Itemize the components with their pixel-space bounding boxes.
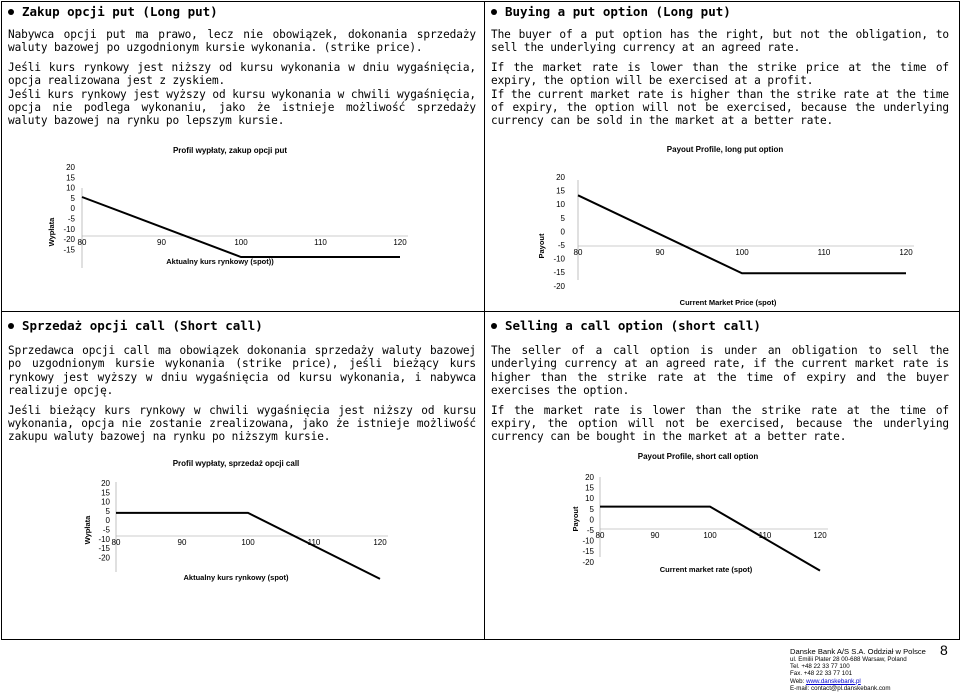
footer-contact	[790, 647, 926, 692]
x-tick-label: 100	[735, 248, 749, 257]
paragraph: The buyer of a put option has the right, but not the obligation, to sell the underlying currency at an agreed rate.	[491, 28, 949, 55]
payout-line	[578, 195, 906, 273]
section-heading-call-en	[491, 318, 761, 333]
y-axis-label: Wypłata	[83, 515, 92, 545]
y-tick-label: -20	[98, 553, 110, 563]
paragraph: If the market rate is lower than the strike price at the time of expiry, the option will be exercised at a profit.	[491, 60, 949, 88]
x-tick-label: 120	[813, 531, 827, 540]
y-tick-label: -20	[63, 235, 75, 245]
y-tick-label: -15	[98, 544, 110, 554]
x-axis-label: Current market rate (spot)	[659, 565, 753, 574]
x-tick-label: 120	[393, 238, 407, 247]
chart-title: Profil wypłaty, sprzedaż opcji call	[172, 459, 300, 468]
section-heading-put-en	[491, 4, 731, 19]
y-tick-label: -5	[586, 526, 594, 535]
x-tick-label: 120	[373, 538, 387, 547]
y-tick-label: 10	[66, 183, 75, 193]
paragraph: Jeśli bieżący kurs rynkowy w chwili wygaśnięcia jest niższy od kursu wykonania, opcja nie zostanie zrealizowana, jako że istnieje możliwość zakupu waluty bazowej na rynku po niższym kursie.	[8, 403, 476, 444]
payout-line	[82, 197, 400, 257]
paragraph: If the market rate is lower than the strike rate at the time of expiry, the option will not be exercised, because the underlying currency can be bought in the market at a better rate.	[491, 403, 949, 444]
x-tick-label: 100	[241, 538, 255, 547]
x-tick-label: 90	[650, 531, 660, 540]
y-tick-label: 15	[585, 483, 594, 493]
y-tick-label: -15	[553, 268, 565, 278]
y-tick-label: 10	[101, 497, 110, 507]
chart-title: Payout Profile, short call option	[637, 452, 759, 461]
chart-long-put-pl	[40, 140, 460, 280]
chart-title: Payout Profile, long put option	[666, 145, 784, 154]
paragraph: Jeśli kurs rynkowy jest wyższy od kursu wykonania w chwili wygaśnięcia, opcja nie podlega wykonaniu, jako że istnieje możliwość sprzedaży waluty bazowej na rynku po lepszym kursie.	[8, 87, 476, 128]
paragraph: The seller of a call option is under an obligation to sell the underlying currency at an agreed rate, if the current market rate is higher than the strike rate at the time of expiry and the buyer exercises the option.	[491, 344, 949, 398]
paragraph: If the current market rate is higher than the strike rate at the time of expiry, the option will not be exercised, because the underlying currency can be sold in the market at a better rate.	[491, 87, 949, 128]
heading-text: Selling a call option (short call)	[505, 318, 761, 333]
x-tick-label: 80	[595, 531, 605, 540]
y-tick-label: 10	[585, 494, 594, 504]
x-tick-label: 110	[817, 248, 831, 257]
bullet-icon	[491, 323, 497, 329]
x-tick-label: 80	[111, 538, 121, 547]
y-tick-label: 10	[556, 200, 565, 210]
web-link[interactable]: www.danskebank.pl	[806, 677, 861, 685]
chart-short-call-pl	[80, 452, 400, 592]
x-tick-label: 80	[77, 238, 87, 247]
y-tick-label: -10	[582, 536, 594, 546]
x-tick-label: 120	[899, 248, 913, 257]
y-tick-label: 5	[70, 193, 75, 203]
x-tick-label: 100	[703, 531, 717, 540]
y-tick-label: 20	[66, 163, 75, 172]
y-tick-label: -5	[102, 525, 110, 535]
paragraph: Nabywca opcji put ma prawo, lecz nie obowiązek, dokonania sprzedaży waluty bazowej po uzgodnionym kursie wykonania. (strike price).	[8, 28, 476, 55]
y-tick-label: -15	[63, 245, 75, 255]
y-axis-label: Payout	[571, 506, 580, 532]
y-tick-label: -5	[557, 241, 565, 250]
heading-text: Sprzedaż opcji call (Short call)	[22, 318, 263, 333]
web-label: Web:	[790, 677, 805, 685]
y-axis-label: Payout	[537, 233, 546, 259]
x-axis-label: Aktualny kurs rynkowy (spot)	[183, 573, 289, 582]
x-tick-label: 110	[758, 531, 772, 540]
y-tick-label: -10	[63, 224, 75, 234]
bullet-icon	[8, 323, 14, 329]
x-tick-label: 110	[307, 538, 321, 547]
heading-text: Zakup opcji put (Long put)	[22, 4, 218, 19]
y-tick-label: 20	[101, 479, 110, 488]
paragraph: Sprzedawca opcji call ma obowiązek dokonania sprzedaży waluty bazowej po uzgodnionym kursie wykonania (strike price), jeśli bieżący kurs rynkowy jest wyższy w dniu wygaśnięcia od kursu wykonania, i nabywca realizuje opcję.	[8, 344, 476, 398]
x-tick-label: 100	[234, 238, 248, 247]
y-tick-label: 20	[556, 173, 565, 182]
bank-web	[790, 678, 926, 685]
x-tick-label: 80	[573, 248, 583, 257]
y-tick-label: -10	[553, 254, 565, 264]
section-heading-put-pl	[8, 4, 218, 19]
chart-short-call-en	[568, 447, 838, 577]
bank-name: Danske Bank A/S S.A. Oddział w Polsce	[790, 647, 926, 656]
bullet-icon	[491, 9, 497, 15]
x-tick-label: 90	[655, 248, 665, 257]
paragraph: Jeśli kurs rynkowy jest niższy od kursu wykonania w dniu wygaśnięcia, opcja realizowana jest z zyskiem.	[8, 60, 476, 88]
y-tick-label: 0	[589, 515, 594, 525]
bank-email: E-mail: contact@pl.danskebank.com	[790, 684, 891, 692]
x-tick-label: 90	[177, 538, 187, 547]
y-tick-label: -20	[553, 281, 565, 291]
page-number: 8	[940, 642, 948, 658]
y-tick-label: 0	[560, 227, 565, 237]
section-text-call-en	[491, 344, 949, 444]
bullet-icon	[8, 9, 14, 15]
y-tick-label: -10	[98, 534, 110, 544]
y-tick-label: 20	[585, 473, 594, 482]
y-tick-label: 5	[560, 213, 565, 223]
x-tick-label: 110	[314, 238, 327, 247]
section-text-put-pl	[8, 28, 476, 128]
y-tick-label: 15	[101, 488, 110, 498]
y-tick-label: -15	[582, 547, 594, 557]
heading-text: Buying a put option (Long put)	[505, 4, 731, 19]
y-tick-label: -5	[67, 214, 75, 224]
y-tick-label: 15	[556, 186, 565, 196]
section-text-call-pl	[8, 344, 476, 444]
bank-address: ul. Emilii Plater 28 00-688 Warsaw, Poland	[790, 656, 907, 663]
column-divider	[484, 1, 485, 639]
y-tick-label: 5	[105, 506, 110, 516]
section-heading-call-pl	[8, 318, 263, 333]
y-tick-label: 5	[589, 504, 594, 514]
y-tick-label: 0	[105, 516, 110, 526]
chart-title: Profil wypłaty, zakup opcji put	[172, 146, 288, 155]
section-text-put-en	[491, 28, 949, 128]
x-tick-label: 90	[157, 238, 166, 247]
chart-long-put-en	[530, 140, 930, 310]
row-divider	[1, 311, 959, 312]
bank-phone: Tel. +48 22 33 77 100	[790, 663, 850, 671]
y-tick-label: 15	[66, 173, 75, 183]
y-tick-label: 0	[70, 204, 75, 214]
bank-fax: Fax. +48 22 33 77 101	[790, 670, 853, 678]
x-axis-label: Aktualny kurs rynkowy (spot))	[166, 257, 274, 266]
y-axis-label: Wypłata	[47, 217, 56, 247]
x-axis-label: Current Market Price (spot)	[679, 298, 777, 307]
y-tick-label: -20	[582, 557, 594, 567]
